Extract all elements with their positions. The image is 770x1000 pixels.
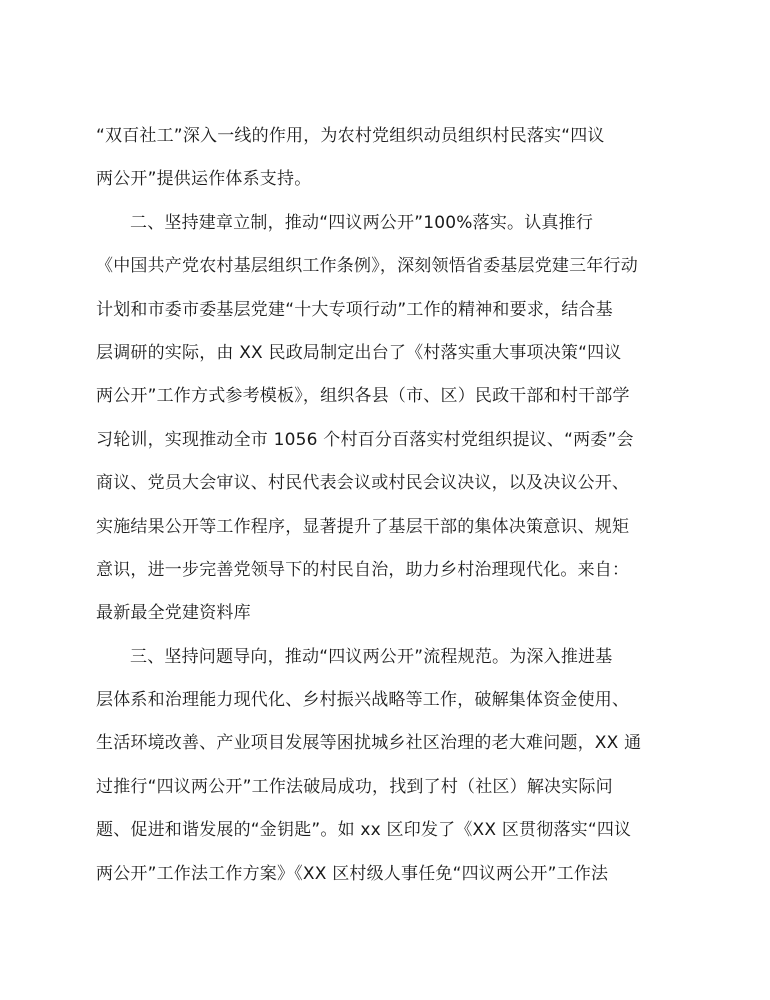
text-line: 习轮训，实现推动全市 1056 个村百分百落实村党组织提议、“两委”会 <box>96 429 634 450</box>
text-line: 最新最全党建资料库 <box>96 603 251 624</box>
text-line: 层体系和治理能力现代化、乡村振兴战略等工作，破解集体资金使用、 <box>96 690 630 711</box>
text-line: 计划和市委市委基层党建“十大专项行动”工作的精神和要求，结合基 <box>96 299 613 320</box>
section-heading-line: 三、坚持问题导向，推动“四议两公开”流程规范。为深入推进基 <box>130 646 613 667</box>
text-line: 意识，进一步完善党领导下的村民自治，助力乡村治理现代化。来自： <box>96 559 630 580</box>
body-text <box>96 115 686 896</box>
text-line: 两公开”工作法工作方案》《XX 区村级人事任免“四议两公开”工作法 <box>96 863 609 884</box>
text-line: “双百社工”深入一线的作用，为农村党组织动员组织村民落实“四议 <box>96 126 605 146</box>
text-line: 题、促进和谐发展的“金钥匙”。如 xx 区印发了《XX 区贯彻落实“四议 <box>96 820 632 841</box>
text-line: 过推行“四议两公开”工作法破局成功，找到了村（社区）解决实际问 <box>96 776 613 797</box>
text-line: 层调研的实际，由 XX 民政局制定出台了《村落实重大事项决策“四议 <box>96 342 622 363</box>
text-line: 商议、党员大会审议、村民代表会议或村民会议决议，以及决议公开、 <box>96 473 630 494</box>
text-line: 实施结果公开等工作程序，显著提升了基层干部的集体决策意识、规矩 <box>96 516 630 537</box>
text-line: 两公开”提供运作体系支持。 <box>96 169 312 190</box>
section-heading-line: 二、坚持建章立制，推动“四议两公开”100%落实。认真推行 <box>130 212 594 233</box>
text-line: 《中国共产党农村基层组织工作条例》，深刻领悟省委基层党建三年行动 <box>96 256 638 277</box>
text-line: 两公开”工作方式参考模板》，组织各县（市、区）民政干部和村干部学 <box>96 386 630 407</box>
text-line: 生活环境改善、产业项目发展等困扰城乡社区治理的老大难问题，XX 通 <box>96 733 642 754</box>
